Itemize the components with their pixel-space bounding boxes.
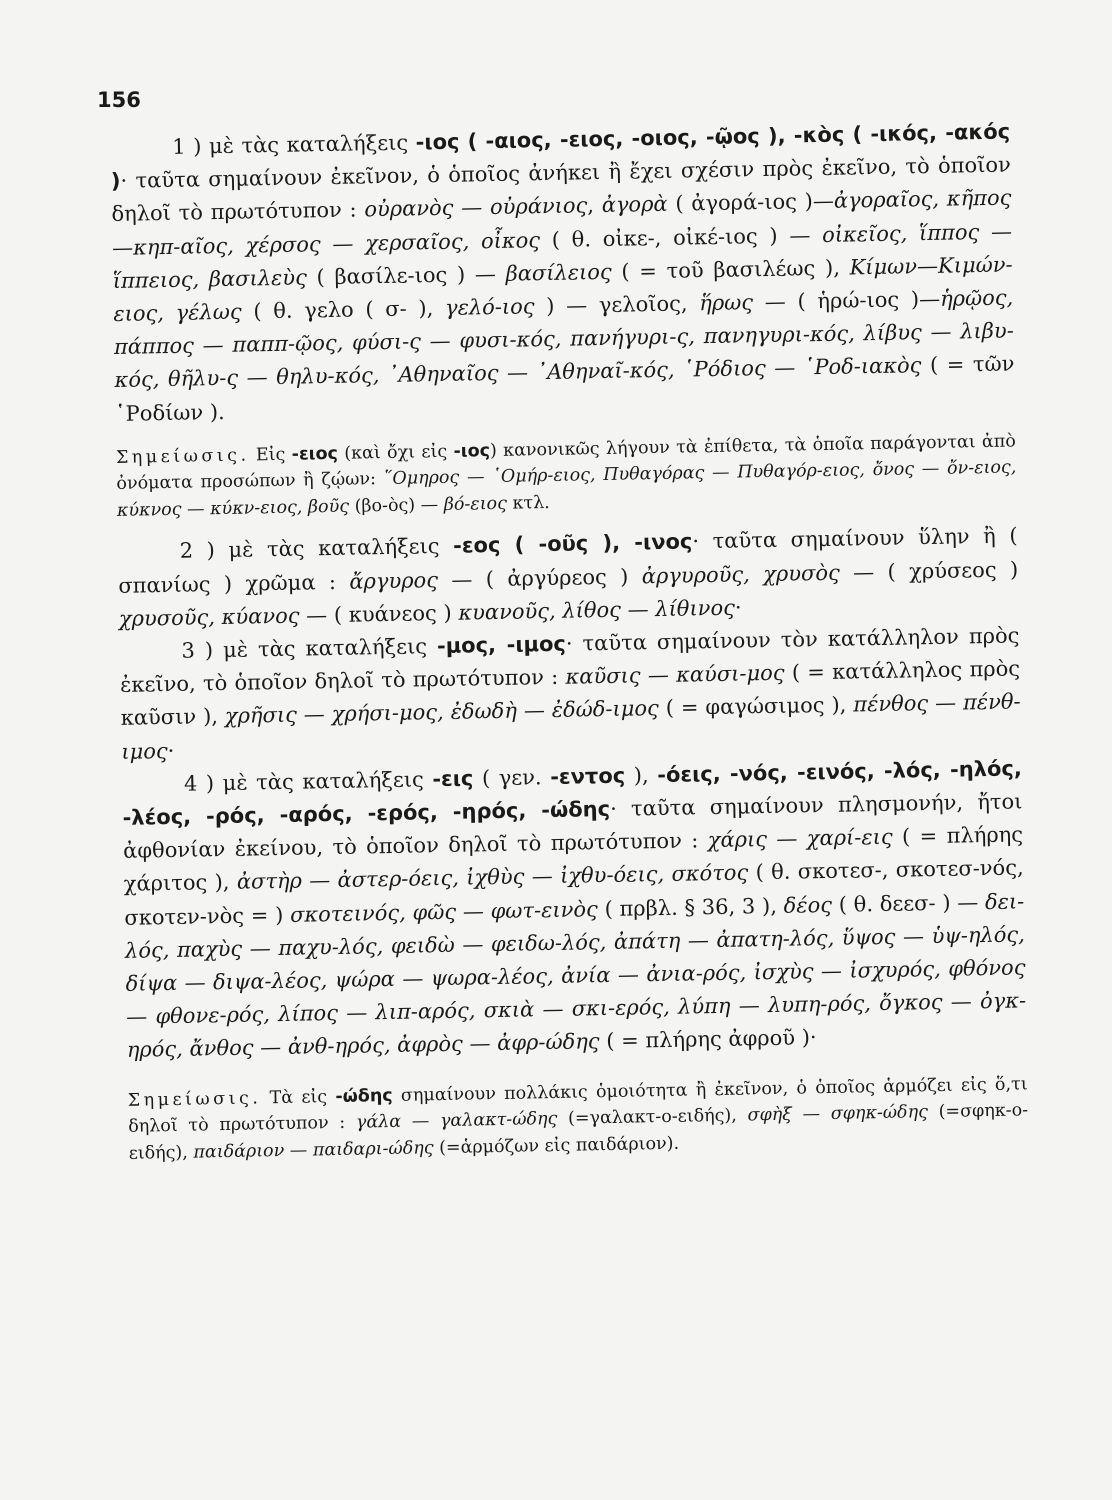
example-words: βό-ειος: [443, 493, 508, 515]
suffix-term: -μος, -ιμος: [436, 631, 567, 659]
paragraph-3-mos-suffixes: [119, 619, 1021, 768]
text-run: 1 ) μὲ τὰς καταλήξεις: [172, 130, 416, 159]
text-run: Εἰς: [249, 444, 292, 466]
text-run: ( βασίλε-ιος ) —: [306, 261, 506, 290]
text-run: — ( χρύσεος ): [839, 556, 1019, 585]
example-words: χρῆσις — χρήσι-μος, ἐδωδὴ — ἐδώδ-ιμος: [224, 696, 660, 729]
text-run: ( ἀγορά-ιος )—: [667, 189, 835, 217]
text-run: (βο-ὸς) —: [348, 494, 444, 517]
text-run: · ταῦτα σημαίνουν ὕλην ἢ ( σπανίως ) χρῶμα :: [118, 523, 1018, 598]
example-words: δέος: [783, 892, 833, 918]
example-words: ἀστὴρ — ἀστερ-όεις, ἰχθὺς — ἰχθυ-όεις, σκότος: [236, 860, 749, 895]
text-run: — ( ἡρώ-ιος )—: [752, 286, 941, 315]
text-run: ( = φαγώσιμος ),: [658, 692, 854, 721]
text-run: ( = πλήρης χάριτος ),: [123, 822, 1024, 897]
text-run: ( θ. δεεσ- ) —: [831, 889, 986, 917]
paragraph-2-eos-suffixes: [117, 520, 1019, 636]
text-run: ( = τῶν ῾Ροδίων ).: [114, 351, 1015, 426]
paragraph-4-eis-suffixes: [122, 752, 1027, 1067]
text-run: κτλ.: [506, 492, 550, 514]
text-run: ( θ. σκοτεσ-, σκοτεσ-νός, σκοτεν-νὸς = ): [124, 855, 1024, 930]
text-run: Τὰ εἰς: [261, 1086, 336, 1108]
text-run: ( = τοῦ βασιλέως ),: [611, 255, 850, 284]
text-run: (=σφηκ-ο-ειδής),: [128, 1100, 1029, 1164]
text-run: σημαίνουν πολλάκις ὁμοιότητα ἢ ἐκεῖνον, ὁ ὁποῖος ἁρμόζει εἰς ὅ,τι δηλοῖ τὸ πρωτότυπον :: [128, 1073, 1028, 1137]
text-run: ) — γελοῖος,: [534, 291, 700, 319]
example-words: γάλα — γαλακτ-ώδης: [355, 1109, 558, 1133]
example-words: ἥρως: [699, 290, 754, 316]
suffix-term: -εις: [432, 766, 474, 791]
text-run: ( πρβλ. § 36, 3 ),: [597, 893, 784, 921]
text-run: ,: [587, 193, 602, 218]
text-run: · ταῦτα σημαίνουν πλησμονήν, ἤτοι ἀφθονίαν ἐκείνου, τὸ ὁποῖον δηλοῖ τὸ πρωτότυπον :: [122, 789, 1023, 864]
page-number: 156: [97, 88, 141, 112]
text-run: 3 ) μὲ τὰς καταλήξεις: [181, 634, 438, 663]
example-words: σφὴξ — σφηκ-ώδης: [747, 1102, 929, 1126]
suffix-term: -ιος ( -αιος, -ειος, -οιος, -ῷος ), -κὸς ( -ικός, -ακός ): [110, 119, 1011, 194]
example-words: δει-λός, παχὺς — παχυ-λός, φειδὼ — φειδω-λός, ἀπάτη — ἀπατη-λός, ὕψος — ὑψ-ηλός, δίψα — διψα-λέος, ψώρα — ψωρα-λέος, ἀνία — ἀνια-ρός, ἰσχὺς — ἰσχυρός, φθόνος — φθονε-ρός, λίπος — λιπ-αρός, σκιὰ — σκι-ερός, λύπη — λυπη-ρός, ὄγκος — ὀγκ-ηρός, ἄνθος — ἀνθ-ηρός, ἀφρὸς — ἀφρ-ώδης: [124, 888, 1027, 1063]
text-run: ) κανονικῶς λήγουν τὰ ἐπίθετα, τὰ ὁποῖα παράγονται ἀπὸ ὀνόματα προσώπων ἢ ζῴων:: [116, 431, 1017, 495]
example-words: οἰκεῖος, ἵππος — ἵππειος, βασιλεὺς: [112, 219, 1013, 293]
example-words: καῦσις — καύσι-μος: [565, 660, 785, 689]
example-words: παιδάριον — παιδαρι-ώδης: [193, 1137, 434, 1163]
example-words: κυανοῦς, λίθος — λίθινος: [458, 595, 736, 625]
paragraph-1-ios-suffixes: [110, 116, 1015, 431]
example-words: ἀργυροῦς, χρυσὸς: [641, 560, 840, 588]
text-run: (καὶ ὄχι εἰς: [337, 441, 454, 464]
suffix-term: -ειος: [291, 443, 339, 465]
example-words: ἀγοραῖος, κῆπος—κηπ-αῖος, χέρσος — χερσαῖος, οἶκος: [111, 185, 1012, 260]
note-odes-suffix: [128, 1071, 1029, 1167]
note-eios-suffix: [116, 428, 1017, 524]
example-words: ἄργυρος: [349, 567, 439, 594]
text-run: — ( κυάνεος ): [299, 600, 459, 628]
text-run: ( = κατάλληλος πρὸς καῦσιν ),: [120, 656, 1021, 731]
example-words: ῞Ομηρος — ῾Ομήρ-ειος, Πυθαγόρας — Πυθαγόρ-ειος, ὄνος — ὄν-ειος, κύκνος — κύκν-ειος, βοῦς: [116, 457, 1017, 521]
text-run: — ( ἀργύρεος ): [437, 563, 642, 592]
text-run: 4 ) μὲ τὰς καταλήξεις: [183, 766, 433, 796]
suffix-term: -ώδης: [335, 1085, 393, 1107]
example-words: οὐρανὸς — οὐράνιος: [364, 193, 588, 222]
text-run: ),: [624, 762, 658, 788]
example-words: χάρις — χαρί-εις: [707, 824, 893, 853]
note-label: Σημείωσις.: [127, 1087, 262, 1111]
example-words: ἀγορὰ: [601, 192, 668, 218]
example-words: βασίλειος: [505, 259, 612, 286]
text-run: ( θ. γελο ( σ- ),: [241, 295, 446, 324]
example-words: χρυσοῦς, κύανος: [118, 603, 300, 631]
example-words: πένθος — πένθ-ιμος: [121, 689, 1021, 764]
text-run: ( θ. οἰκε-, οἰκέ-ιος ) —: [539, 222, 823, 252]
example-words: σκοτεινός, φῶς — φωτ-εινὸς: [289, 896, 599, 927]
text-run: ·: [167, 738, 175, 763]
suffix-term: -όεις, -νός, -εινός, -λός, -ηλός, -λέος, -ρός, -αρός, -ερός, -ηρός, -ώδης: [122, 756, 1023, 830]
example-words: Κίμων—Κιμών-ειος, γέλως: [113, 252, 1013, 326]
text-run: · ταῦτα σημαίνουν τὸν κατάλληλον πρὸς ἐκεῖνο, τὸ ὁποῖον δηλοῖ τὸ πρωτότυπον :: [119, 623, 1020, 698]
suffix-term: -εος ( -οῦς ), -ινος: [452, 529, 693, 559]
text-run: ( γεν.: [473, 764, 551, 791]
text-run: (=γαλακτ-ο-ειδής),: [557, 1105, 748, 1130]
text-run: ·: [734, 595, 742, 620]
text-run: ( = πλήρης ἀφροῦ )·: [599, 1025, 817, 1054]
example-words: γελό-ιος: [444, 294, 535, 320]
text-run: (=ἁρμόζων εἰς παιδάριον).: [433, 1133, 680, 1158]
page-body: [110, 116, 1029, 1167]
suffix-term: -ιος: [453, 440, 491, 462]
text-run: 2 ) μὲ τὰς καταλήξεις: [179, 534, 454, 564]
suffix-term: -εντος: [549, 763, 626, 789]
note-label: Σημείωσις.: [115, 445, 250, 468]
text-run: · ταῦτα σημαίνουν ἐκεῖνον, ὁ ὁποῖος ἀνήκει ἢ ἔχει σχέσιν πρὸς ἐκεῖνο, τὸ ὁποῖον δηλοῖ τὸ πρωτότυπον :: [111, 152, 1011, 227]
example-words: ἡρῷος, πάππος — παππ-ῷος, φύσι-ς — φυσι-κός, πανήγυρι-ς, πανηγυρι-κός, λίβυς — λιβυ-κός, θῆλυ-ς — θηλυ-κός, ᾿Αθηναῖος — ᾿Αθηναῖ-κός, ῾Ρόδιος — ῾Ροδ-ιακὸς: [113, 285, 1015, 393]
